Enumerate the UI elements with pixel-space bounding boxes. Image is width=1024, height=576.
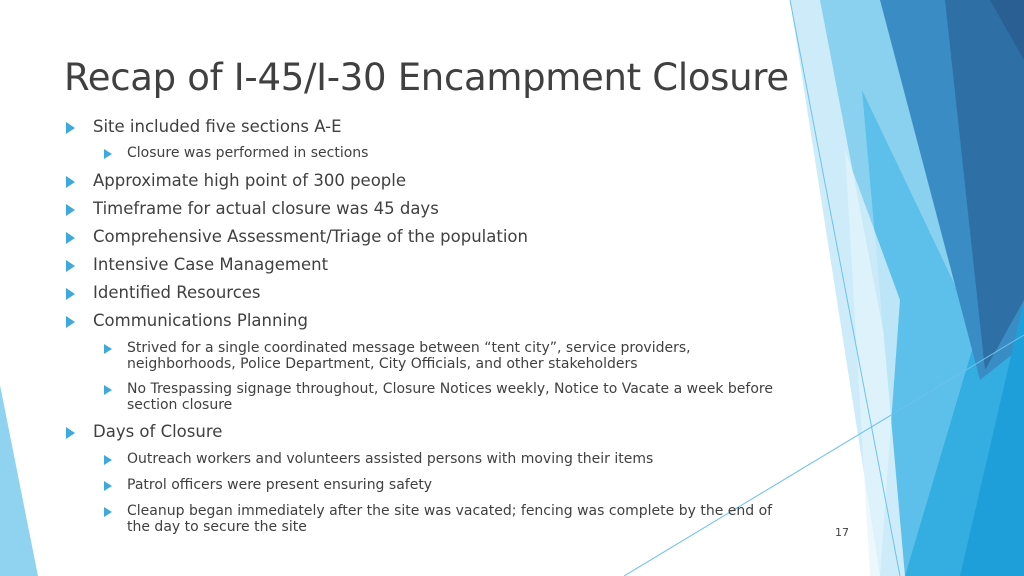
left-accent-shape bbox=[0, 385, 38, 576]
bullet-item bbox=[66, 227, 786, 247]
bullet-text: Site included five sections A-E bbox=[93, 117, 342, 136]
bullet-arrow-icon bbox=[66, 176, 75, 188]
bullet-item bbox=[66, 117, 786, 137]
bullet-arrow-icon bbox=[104, 455, 112, 465]
sub-bullet-item bbox=[104, 452, 794, 468]
slide-number: 17 bbox=[835, 526, 849, 539]
bullet-arrow-icon bbox=[104, 385, 112, 395]
bullet-text: Timeframe for actual closure was 45 days bbox=[93, 199, 439, 218]
bullet-arrow-icon bbox=[104, 507, 112, 517]
sub-bullet-item bbox=[104, 341, 794, 372]
bullet-item bbox=[66, 199, 786, 219]
bullet-text: Identified Resources bbox=[93, 283, 261, 302]
sub-bullet-text: No Trespassing signage throughout, Closure Notices weekly, Notice to Vacate a week before section closure bbox=[127, 381, 773, 413]
sub-bullet-text: Outreach workers and volunteers assisted persons with moving their items bbox=[127, 451, 654, 467]
sub-bullet-text: Patrol officers were present ensuring safety bbox=[127, 477, 433, 493]
sub-bullet-item bbox=[104, 478, 794, 494]
bullet-arrow-icon bbox=[66, 316, 75, 328]
bullet-arrow-icon bbox=[66, 427, 75, 439]
bullet-item bbox=[66, 171, 786, 191]
bullet-arrow-icon bbox=[66, 260, 75, 272]
bullet-item bbox=[66, 311, 786, 331]
bullet-item bbox=[66, 255, 786, 275]
bullet-text: Approximate high point of 300 people bbox=[93, 171, 407, 190]
sub-bullet-item bbox=[104, 146, 794, 162]
sub-bullet-text: Strived for a single coordinated message between “tent city”, service providers, neighborhoods, Police Department, City Officials, and other stakeholders bbox=[127, 340, 691, 372]
bullet-arrow-icon bbox=[66, 122, 75, 134]
bullet-arrow-icon bbox=[104, 481, 112, 491]
bullet-text: Days of Closure bbox=[93, 422, 223, 441]
bullet-item bbox=[66, 422, 786, 442]
bullet-text: Comprehensive Assessment/Triage of the population bbox=[93, 227, 528, 246]
bullet-item bbox=[66, 283, 786, 303]
bullet-text: Communications Planning bbox=[93, 311, 308, 330]
sub-bullet-item bbox=[104, 382, 794, 413]
sub-bullet-text: Closure was performed in sections bbox=[127, 145, 369, 161]
bullet-arrow-icon bbox=[66, 232, 75, 244]
bullet-arrow-icon bbox=[66, 204, 75, 216]
bullet-arrow-icon bbox=[104, 149, 112, 159]
slide-title: Recap of I-45/I-30 Encampment Closure bbox=[64, 56, 789, 99]
bullet-text: Intensive Case Management bbox=[93, 255, 329, 274]
sub-bullet-item bbox=[104, 504, 794, 535]
bullet-arrow-icon bbox=[104, 344, 112, 354]
sub-bullet-text: Cleanup began immediately after the site was vacated; fencing was complete by the end of the day to secure the site bbox=[127, 503, 773, 535]
bullet-arrow-icon bbox=[66, 288, 75, 300]
